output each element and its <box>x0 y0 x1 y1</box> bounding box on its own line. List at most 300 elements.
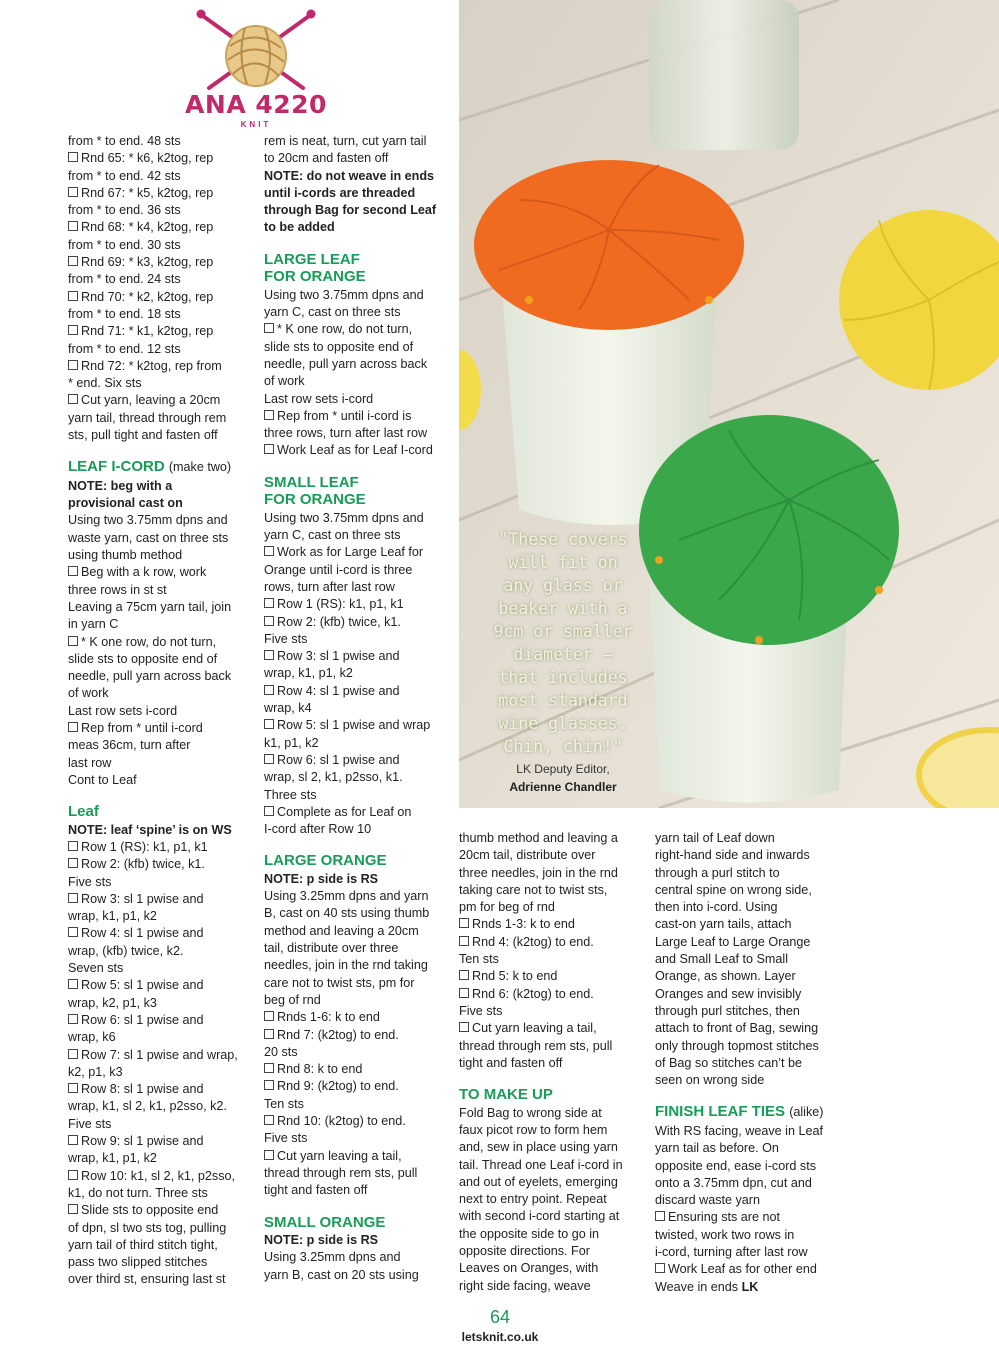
text-line: I-cord after Row 10 <box>264 822 372 837</box>
text-line: of work <box>264 374 305 389</box>
text-line: three rows, turn after last row <box>264 426 428 441</box>
text: Row 4: sl 1 pwise and <box>277 683 400 698</box>
text: Cut yarn, leaving a 20cm <box>81 393 221 408</box>
text: Row 6: sl 1 pwise and <box>81 1012 204 1027</box>
checkbox-icon <box>264 444 274 454</box>
text-line: pass two slipped stitches <box>68 1255 208 1270</box>
checklist-item <box>264 1027 444 1044</box>
text-line: Last row sets i-cord <box>264 391 374 406</box>
pull-quote <box>474 528 652 758</box>
text: Work Leaf as for Leaf I-cord <box>277 443 433 458</box>
checkbox-icon <box>264 806 274 816</box>
pattern-column-2 <box>264 133 444 1284</box>
text: Rnd 5: k to end <box>472 969 558 984</box>
checklist-item <box>68 720 250 737</box>
text: Work Leaf as for other end <box>668 1262 817 1277</box>
checklist-item <box>68 289 250 306</box>
text-line: yarn B, cast on 20 sts using <box>264 1267 419 1282</box>
checkbox-icon <box>459 988 469 998</box>
checklist-item <box>459 916 641 933</box>
text: Rep from * until i-cord <box>81 721 203 735</box>
text: Work as for Large Leaf for <box>277 545 424 560</box>
checkbox-icon <box>264 1063 274 1073</box>
checkbox-icon <box>264 546 274 556</box>
text: Row 6: sl 1 pwise and <box>277 752 400 767</box>
text-line: Using 3.25mm dpns and <box>264 1250 401 1265</box>
yarn-ball-needles-icon <box>185 8 327 98</box>
text-line: rows, turn after last row <box>264 579 395 594</box>
checkbox-icon <box>68 1014 78 1024</box>
text: Rnd 72: * k2tog, rep from <box>81 358 222 373</box>
end-mark: LK <box>741 1279 759 1294</box>
section-heading-small-leaf <box>264 474 444 509</box>
checklist-item <box>264 614 444 631</box>
note-line: provisional cast on <box>68 496 183 511</box>
page-number: 64 <box>489 1307 511 1327</box>
text-line: slide sts to opposite end of <box>68 651 218 666</box>
checkbox-icon <box>68 1204 78 1214</box>
heading-line: FOR ORANGE <box>264 268 366 286</box>
checklist-item <box>68 358 250 375</box>
text-line: Last row sets i-cord <box>68 703 178 718</box>
text-line: Five sts <box>264 1131 308 1146</box>
checklist-item <box>459 986 641 1003</box>
checklist-item <box>459 1020 641 1037</box>
checkbox-icon <box>68 1049 78 1059</box>
checkbox-icon <box>68 893 78 903</box>
checklist-item <box>68 219 250 236</box>
checkbox-icon <box>459 970 469 980</box>
text-line: yarn tail of Leaf down <box>655 831 775 845</box>
heading-subtext: (alike) <box>789 1105 824 1120</box>
checklist-item <box>68 839 250 856</box>
checklist-item <box>264 1061 444 1078</box>
text-line: Large Leaf to Large Orange <box>655 934 811 949</box>
heading-line: SMALL LEAF <box>264 473 359 491</box>
text-line: Ten sts <box>264 1096 304 1111</box>
text: Rnd 68: * k4, k2tog, rep <box>81 220 214 235</box>
text-line: Leaves on Oranges, with <box>459 1261 599 1276</box>
checklist-item <box>264 321 444 338</box>
checklist-item <box>68 564 250 581</box>
text: Row 4: sl 1 pwise and <box>81 926 204 941</box>
text-line: three rows in st st <box>68 582 167 597</box>
text-line: care not to twist sts, pm for <box>264 975 415 990</box>
checklist-item <box>264 683 444 700</box>
text: Cut yarn leaving a tail, <box>277 1148 402 1163</box>
text-line: Using two 3.75mm dpns and <box>68 513 228 528</box>
text: Rep from * until i-cord is <box>277 408 412 423</box>
text-line: and, sew in place using yarn <box>459 1140 618 1155</box>
text: Slide sts to opposite end <box>81 1203 219 1218</box>
note-line: NOTE: p side is RS <box>264 871 379 886</box>
website-url[interactable]: letsknit.co.uk <box>461 1330 539 1344</box>
quote-author-name: Adrienne Chandler <box>509 780 617 794</box>
section-heading-large-leaf <box>264 251 444 286</box>
checkbox-icon <box>68 858 78 868</box>
text-line: wrap, k1, p1, k2 <box>264 666 353 681</box>
checklist-item <box>68 1168 250 1185</box>
text: Beg with a k row, work <box>81 565 207 580</box>
text-line: faux picot row to form hem <box>459 1122 608 1137</box>
text-line: then into i-cord. Using <box>655 900 778 915</box>
text-line: yarn tail, thread through rem <box>68 410 227 425</box>
heading-line: LARGE LEAF <box>264 250 360 268</box>
checklist-item <box>655 1209 835 1226</box>
text: * K one row, do not turn, <box>81 634 217 649</box>
checkbox-icon <box>264 650 274 660</box>
checkbox-icon <box>264 1029 274 1039</box>
note-line: NOTE: p side is RS <box>264 1233 379 1248</box>
checkbox-icon <box>264 323 274 333</box>
text: Row 1 (RS): k1, p1, k1 <box>81 839 208 854</box>
heading-subtext: (make two) <box>168 460 232 475</box>
text: Row 7: sl 1 pwise and wrap, <box>81 1047 238 1062</box>
text-line: rem is neat, turn, cut yarn tail <box>264 134 427 148</box>
text-line: wrap, k1, sl 2, k1, p2sso, k2. <box>68 1099 227 1114</box>
note-line: to be added <box>264 220 335 235</box>
pattern-column-1 <box>68 133 250 1289</box>
checklist-item <box>264 544 444 561</box>
checklist-item <box>68 925 250 942</box>
checkbox-icon <box>68 187 78 197</box>
text-line: using thumb method <box>68 548 183 563</box>
note-line: NOTE: beg with a <box>68 478 173 493</box>
text-line: sts, pull tight and fasten off <box>68 428 218 443</box>
checkbox-icon <box>68 566 78 576</box>
checkbox-icon <box>264 1080 274 1090</box>
text-line: last row <box>68 755 112 770</box>
text: Rnd 9: (k2tog) to end. <box>277 1079 399 1094</box>
checkbox-icon <box>264 410 274 420</box>
text-line: needle, pull yarn across back <box>68 669 232 684</box>
checkbox-icon <box>68 394 78 404</box>
logo-subtext: KNIT <box>240 120 272 129</box>
quote-line: 9cm or smaller <box>493 622 633 641</box>
text: Rnd 70: * k2, k2tog, rep <box>81 289 214 304</box>
text-line: Orange, as shown. Layer <box>655 969 796 984</box>
checkbox-icon <box>68 841 78 851</box>
text-line: i-cord, turning after last row <box>655 1245 808 1260</box>
checklist-item <box>264 442 444 459</box>
checkbox-icon <box>655 1211 665 1221</box>
checklist-item <box>68 254 250 271</box>
text-line: over third st, ensuring last st <box>68 1272 226 1287</box>
quote-author-role: LK Deputy Editor, <box>516 762 610 776</box>
text-line: k1, p1, k2 <box>264 735 319 750</box>
text-line: wrap, k6 <box>68 1030 116 1045</box>
checklist-item <box>68 1012 250 1029</box>
text-line: central spine on wrong side, <box>655 882 812 897</box>
checklist-item <box>264 648 444 665</box>
text: Row 3: sl 1 pwise and <box>81 891 204 906</box>
checkbox-icon <box>459 1022 469 1032</box>
text: Row 1 (RS): k1, p1, k1 <box>277 597 404 612</box>
checkbox-icon <box>264 1011 274 1021</box>
heading-text: FINISH LEAF TIES <box>655 1103 786 1121</box>
text-line: right-hand side and inwards <box>655 848 810 863</box>
checklist-item <box>68 1202 250 1219</box>
checkbox-icon <box>264 616 274 626</box>
text-line: B, cast on 40 sts using thumb <box>264 906 430 921</box>
checklist-item <box>264 1009 444 1026</box>
heading-line: FOR ORANGE <box>264 491 366 509</box>
text-line: to 20cm and fasten off <box>264 151 389 166</box>
text-line: Fold Bag to wrong side at <box>459 1105 602 1120</box>
text-line: * end. Six sts <box>68 376 142 391</box>
text: Rnd 69: * k3, k2tog, rep <box>81 255 214 270</box>
checklist-item <box>655 1261 835 1278</box>
text-line: Oranges and sew invisibly <box>655 986 802 1001</box>
text: Rnd 6: (k2tog) to end. <box>472 986 594 1001</box>
checkbox-icon <box>264 719 274 729</box>
text-line: pm for beg of rnd <box>459 900 555 915</box>
text-line: next to entry point. Repeat <box>459 1192 607 1207</box>
checklist-item <box>68 856 250 873</box>
text-line: k2, p1, k3 <box>68 1064 123 1079</box>
section-heading-large-orange: LARGE ORANGE <box>264 852 387 870</box>
text-line: only through topmost stitches <box>655 1038 819 1053</box>
text: Row 8: sl 1 pwise and <box>81 1082 204 1097</box>
text: Cut yarn leaving a tail, <box>472 1021 597 1036</box>
text: Rnd 71: * k1, k2tog, rep <box>81 324 214 339</box>
text-line: thread through rem sts, pull <box>459 1038 613 1053</box>
note-line: until i-cords are threaded <box>264 185 416 200</box>
text-line: With RS facing, weave in Leaf <box>655 1123 823 1138</box>
note-line: through Bag for second Leaf <box>264 203 437 218</box>
text-line: yarn tail as before. On <box>655 1141 779 1156</box>
pattern-column-3 <box>459 830 641 1295</box>
checkbox-icon <box>264 685 274 695</box>
checkbox-icon <box>68 1170 78 1180</box>
checkbox-icon <box>68 360 78 370</box>
text-line: cast-on yarn tails, attach <box>655 917 792 932</box>
text-line: Cont to Leaf <box>68 772 137 787</box>
heading-text: LEAF I-CORD <box>68 458 165 476</box>
text-line: the opposite side to go in <box>459 1226 600 1241</box>
text-line: through a purl stitch to <box>655 865 780 880</box>
checkbox-icon <box>68 291 78 301</box>
checklist-item <box>264 1148 444 1165</box>
checkbox-icon <box>655 1263 665 1273</box>
text: Rnd 8: k to end <box>277 1062 363 1077</box>
note-line: NOTE: do not weave in ends <box>264 168 435 183</box>
text-line: wrap, k2, p1, k3 <box>68 995 157 1010</box>
checklist-item <box>68 185 250 202</box>
text-line: Five sts <box>68 874 112 889</box>
quote-line: that includes <box>498 668 628 687</box>
text-line: from * to end. 18 sts <box>68 306 181 321</box>
text-line: right side facing, weave <box>459 1278 591 1293</box>
text-line: Five sts <box>68 1116 112 1131</box>
text-line: taking care not to twist sts, <box>459 882 608 897</box>
checkbox-icon <box>68 636 78 646</box>
checklist-item <box>68 323 250 340</box>
text-line: thread through rem sts, pull <box>264 1165 418 1180</box>
text-line: Orange until i-cord is three <box>264 562 413 577</box>
text-line: through purl stitches, then <box>655 1003 800 1018</box>
text-line: k1, do not turn. Three sts <box>68 1185 208 1200</box>
quote-line: "These covers <box>498 530 628 549</box>
magazine-logo <box>185 8 327 130</box>
checklist-item <box>264 752 444 769</box>
text: Rnd 67: * k5, k2tog, rep <box>81 185 214 200</box>
text: Row 9: sl 1 pwise and <box>81 1134 204 1149</box>
text: Rnd 4: (k2tog) to end. <box>472 934 594 949</box>
checklist-item <box>264 717 444 734</box>
text-line: beg of rnd <box>264 992 321 1007</box>
text-line: from * to end. 12 sts <box>68 341 181 356</box>
checklist-item <box>68 1133 250 1150</box>
checkbox-icon <box>264 754 274 764</box>
text-line: opposite end, ease i-cord sts <box>655 1158 817 1173</box>
checkbox-icon <box>264 598 274 608</box>
checkbox-icon <box>264 1115 274 1125</box>
checkbox-icon <box>68 152 78 162</box>
text: Complete as for Leaf on <box>277 804 412 819</box>
text-line: waste yarn, cast on three sts <box>68 530 229 545</box>
checkbox-icon <box>68 221 78 231</box>
text: Rnd 7: (k2tog) to end. <box>277 1027 399 1042</box>
text: Rnds 1-6: k to end <box>277 1010 380 1025</box>
text-line: Five sts <box>459 1003 503 1018</box>
quote-line: wine glasses. <box>498 714 628 733</box>
text: Rnd 10: (k2tog) to end. <box>277 1114 406 1129</box>
text-line: yarn C, cast on three sts <box>264 305 401 320</box>
text-line: and out of eyelets, emerging <box>459 1174 618 1189</box>
checkbox-icon <box>264 1150 274 1160</box>
text-line: slide sts to opposite end of <box>264 339 414 354</box>
text-line: three needles, join in the rnd <box>459 865 618 880</box>
checkbox-icon <box>459 918 469 928</box>
text: * K one row, do not turn, <box>277 322 413 337</box>
quote-line: beaker with a <box>498 599 628 618</box>
text-line: of dpn, sl two sts tog, pulling <box>68 1220 227 1235</box>
checkbox-icon <box>68 927 78 937</box>
checklist-item <box>264 408 444 425</box>
text-line: meas 36cm, turn after <box>68 738 191 753</box>
section-heading-finish-leaf-ties <box>655 1103 835 1122</box>
text-line: of Bag so stitches can’t be <box>655 1055 803 1070</box>
text-line: Using two 3.75mm dpns and <box>264 510 424 525</box>
text-line: Three sts <box>264 787 317 802</box>
text-line: yarn C, cast on three sts <box>264 528 401 543</box>
checkbox-icon <box>68 722 78 732</box>
checkbox-icon <box>68 979 78 989</box>
section-heading-to-make-up: TO MAKE UP <box>459 1086 553 1104</box>
checklist-item <box>264 1113 444 1130</box>
quote-line: diameter – <box>513 645 613 664</box>
section-heading-small-orange: SMALL ORANGE <box>264 1213 386 1231</box>
text-line: method and leaving a 20cm <box>264 923 419 938</box>
text-line: Ten sts <box>459 952 499 967</box>
text: Row 2: (kfb) twice, k1. <box>81 857 205 872</box>
section-heading-leaf: Leaf <box>68 803 99 821</box>
quote-line: most standard <box>498 691 628 710</box>
text-line: wrap, k1, p1, k2 <box>68 909 157 924</box>
text: Row 3: sl 1 pwise and <box>277 649 400 664</box>
quote-line: Chin, chin!" <box>503 737 623 756</box>
text-line: Leaving a 75cm yarn tail, join <box>68 599 232 614</box>
text-line: onto a 3.75mm dpn, cut and <box>655 1175 812 1190</box>
checkbox-icon <box>68 325 78 335</box>
text-line: yarn tail of third stitch tight, <box>68 1237 218 1252</box>
checklist-item <box>68 1081 250 1098</box>
text-line: from * to end. 48 sts <box>68 134 181 148</box>
text-line: seen on wrong side <box>655 1073 765 1088</box>
checklist-item <box>68 150 250 167</box>
text-line: needles, join in the rnd taking <box>264 958 428 973</box>
text: Row 5: sl 1 pwise and wrap <box>277 718 431 733</box>
checklist-item <box>459 934 641 951</box>
text: Weave in ends <box>655 1279 739 1294</box>
text-line: wrap, k1, p1, k2 <box>68 1151 157 1166</box>
text-line: discard waste yarn <box>655 1193 760 1208</box>
text: Row 2: (kfb) twice, k1. <box>277 614 401 629</box>
text-line: from * to end. 24 sts <box>68 272 181 287</box>
checklist-item <box>264 804 444 821</box>
pattern-column-4 <box>655 830 835 1296</box>
checklist-item <box>459 968 641 985</box>
checkbox-icon <box>68 256 78 266</box>
logo-text: ANA 4220 <box>185 90 327 119</box>
text-line: attach to front of Bag, sewing <box>655 1021 819 1036</box>
checkbox-icon <box>68 1083 78 1093</box>
text-line: 20 sts <box>264 1044 298 1059</box>
checklist-item <box>264 596 444 613</box>
text-line: Seven sts <box>68 961 124 976</box>
text-line: with second i-cord starting at <box>459 1209 620 1224</box>
text-line: tight and fasten off <box>459 1055 563 1070</box>
text-line: in yarn C <box>68 617 119 632</box>
checklist-item <box>68 392 250 409</box>
text-line: thumb method and leaving a <box>459 831 618 845</box>
checklist-item <box>68 891 250 908</box>
checklist-item <box>68 1047 250 1064</box>
quote-line: will fit on <box>508 553 618 572</box>
text: Ensuring sts are not <box>668 1210 781 1225</box>
text-line: wrap, k4 <box>264 701 312 716</box>
final-line <box>655 1279 835 1296</box>
checkbox-icon <box>459 936 469 946</box>
text: Row 5: sl 1 pwise and <box>81 978 204 993</box>
text-line: wrap, sl 2, k1, p2sso, k1. <box>264 770 403 785</box>
text-line: tail. Thread one Leaf i-cord in <box>459 1157 623 1172</box>
section-heading-leaf-icord <box>68 458 250 477</box>
text-line: opposite directions. For <box>459 1244 590 1259</box>
text-line: from * to end. 42 sts <box>68 168 181 183</box>
text-line: and Small Leaf to Small <box>655 952 789 967</box>
text-line: wrap, (kfb) twice, k2. <box>68 943 184 958</box>
checklist-item <box>264 1078 444 1095</box>
text-line: tight and fasten off <box>264 1183 368 1198</box>
text-line: 20cm tail, distribute over <box>459 848 596 863</box>
text-line: needle, pull yarn across back <box>264 356 428 371</box>
quote-line: any glass or <box>503 576 623 595</box>
text: Rnd 65: * k6, k2tog, rep <box>81 151 214 166</box>
note-line: NOTE: leaf ‘spine’ is on WS <box>68 822 232 837</box>
text-line: of work <box>68 686 109 701</box>
checklist-item <box>68 977 250 994</box>
text-line: from * to end. 30 sts <box>68 237 181 252</box>
checklist-item <box>68 634 250 651</box>
checkbox-icon <box>68 1135 78 1145</box>
text-line: Using two 3.75mm dpns and <box>264 287 424 302</box>
text-line: Five sts <box>264 631 308 646</box>
text-line: from * to end. 36 sts <box>68 203 181 218</box>
text-line: Using 3.25mm dpns and yarn <box>264 889 429 904</box>
text: Row 10: k1, sl 2, k1, p2sso, <box>81 1168 235 1183</box>
